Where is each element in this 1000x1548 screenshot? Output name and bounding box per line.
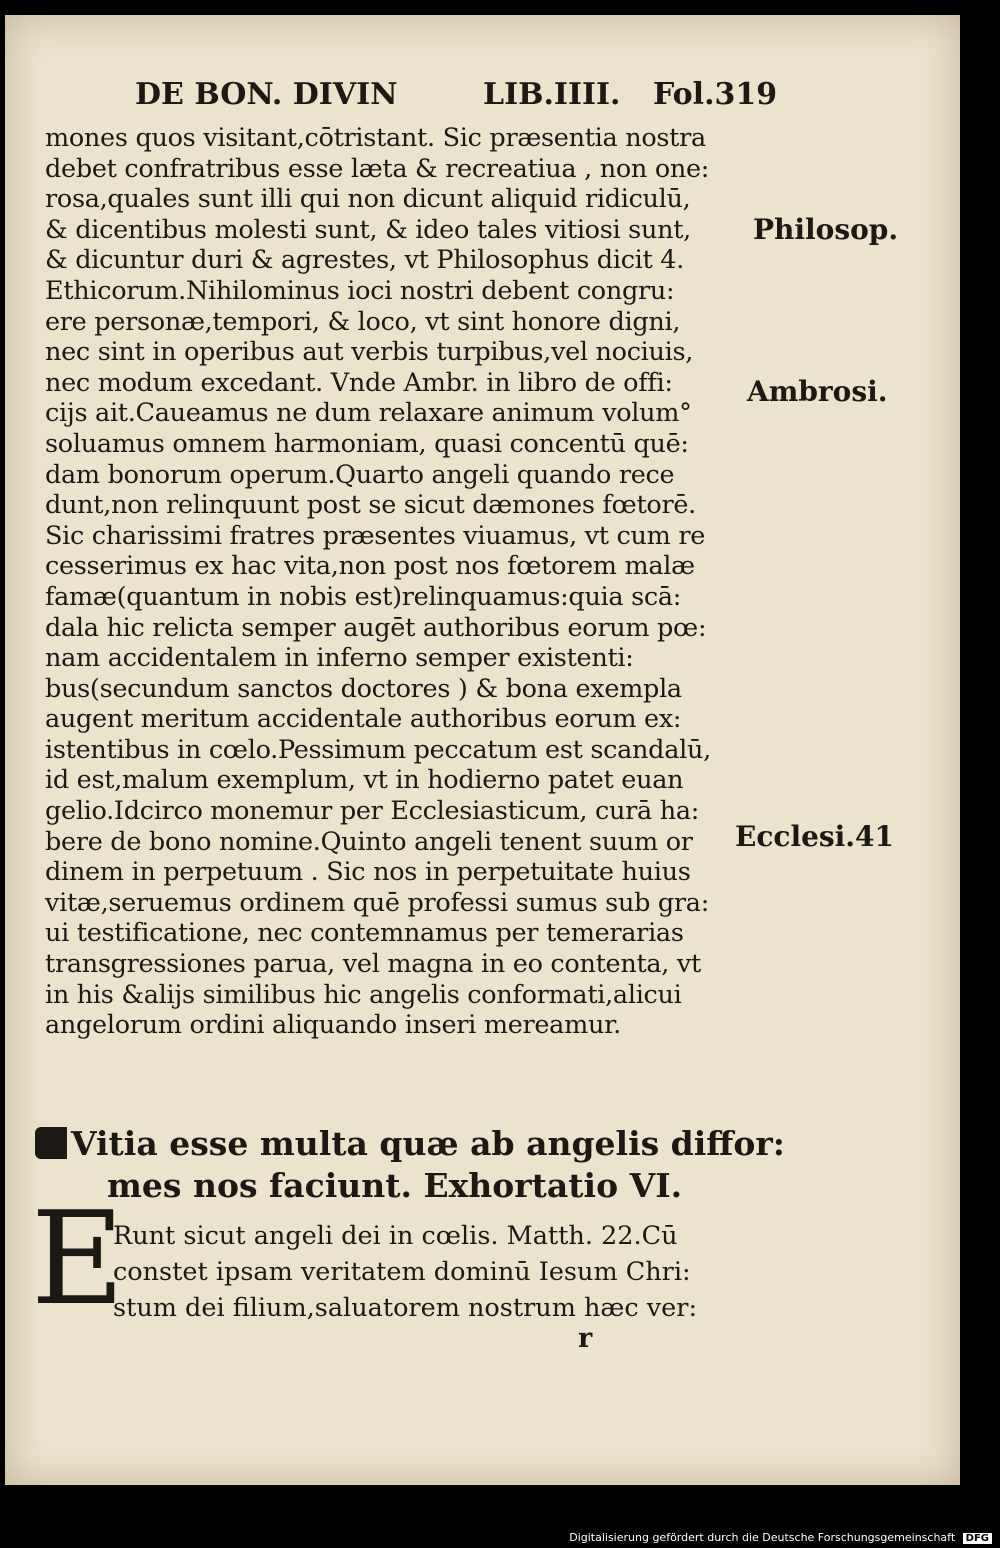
text-line: soluamus omnem harmoniam, quasi concentū quē: (45, 428, 689, 459)
pilcrow-icon (35, 1127, 67, 1159)
text-line: ui testificatione, nec contemnamus per temerarias (45, 918, 684, 949)
text-line: nec sint in operibus aut verbis turpibus,vel nociuis, (45, 337, 694, 368)
text-line: constet ipsam veritatem dominū Iesum Chri: (113, 1257, 691, 1287)
margin-note-ambrosius: Ambrosi. (747, 375, 888, 408)
header-book: LIB.IIII. (483, 77, 621, 112)
text-line: in his &alijs similibus hic angelis conformati,alicui (45, 979, 682, 1010)
folio-number: Fol.319 (653, 77, 778, 112)
text-line: & dicuntur duri & agrestes, vt Philosophus dicit 4. (45, 245, 685, 276)
text-line: Ethicorum.Nihilominus ioci nostri debent congru: (45, 275, 675, 306)
text-line: Sic charissimi fratres præsentes viuamus, vt cum re (45, 520, 706, 551)
text-line: gelio.Idcirco monemur per Ecclesiasticum, curā ha: (45, 796, 700, 827)
text-line: cijs ait.Caueamus ne dum relaxare animum volum° (45, 398, 692, 429)
header-title: DE BON. DIVIN (135, 77, 398, 112)
text-line: dam bonorum operum.Quarto angeli quando rece (45, 459, 675, 490)
signature-mark: r (578, 1323, 593, 1354)
margin-note-ecclesiasticus: Ecclesi.41 (735, 820, 895, 853)
text-line: bus(secundum sanctos doctores ) & bona exempla (45, 673, 682, 704)
text-line: cesserimus ex hac vita,non post nos fœtorem malæ (45, 551, 695, 582)
margin-note-philosophus: Philosop. (753, 213, 899, 246)
credit-text: Digitalisierung gefördert durch die Deutsche Forschungsgemeinschaft (569, 1531, 956, 1544)
section-heading (35, 1123, 785, 1207)
text-line: nam accidentalem in inferno semper existenti: (45, 643, 634, 674)
text-line: id est,malum exemplum, vt in hodierno patet euan (45, 765, 684, 796)
text-line: famæ(quantum in nobis est)relinquamus:quia scā: (45, 581, 682, 612)
text-line: stum dei filium,saluatorem nostrum hæc ver: (113, 1293, 698, 1323)
text-line: dinem in perpetuum . Sic nos in perpetuitate huius (45, 857, 691, 888)
book-page (5, 15, 960, 1485)
drop-cap: E (31, 1185, 125, 1334)
text-line: dunt,non relinquunt post se sicut dæmones fœtorē. (45, 490, 696, 521)
text-line: rosa,quales sunt illi qui non dicunt aliquid ridiculū, (45, 184, 691, 215)
digitization-credit (569, 1531, 992, 1544)
text-line: bere de bono nomine.Quinto angeli tenent suum or (45, 826, 693, 857)
main-text-block (45, 123, 745, 1041)
text-line: ere personæ,tempori, & loco, vt sint honore digni, (45, 306, 681, 337)
text-line: Runt sicut angeli dei in cœlis. Matth. 22.Cū (113, 1221, 678, 1251)
text-line: & dicentibus molesti sunt, & ideo tales vitiosi sunt, (45, 214, 691, 245)
text-line: angelorum ordini aliquando inseri mereamur. (45, 1010, 621, 1041)
text-line: mones quos visitant,cōtristant. Sic præsentia nostra (45, 123, 706, 153)
heading-line-1: Vitia esse multa quæ ab angelis diffor: (71, 1124, 785, 1163)
running-header (135, 77, 778, 117)
text-line: istentibus in cœlo.Pessimum peccatum est scandalū, (45, 734, 711, 765)
body-text-block (113, 1218, 723, 1326)
dfg-logo: DFG (963, 1533, 992, 1544)
text-line: augent meritum accidentale authoribus eorum ex: (45, 704, 682, 735)
heading-line-2: mes nos faciunt. Exhortatio VI. (107, 1166, 683, 1205)
text-line: nec modum excedant. Vnde Ambr. in libro de offi: (45, 367, 673, 398)
text-line: debet confratribus esse læta & recreatiua , non one: (45, 153, 710, 184)
text-line: dala hic relicta semper augēt authoribus eorum pœ: (45, 612, 707, 643)
text-line: transgressiones parua, vel magna in eo contenta, vt (45, 949, 701, 980)
text-line: vitæ,seruemus ordinem quē professi sumus sub gra: (45, 887, 710, 918)
